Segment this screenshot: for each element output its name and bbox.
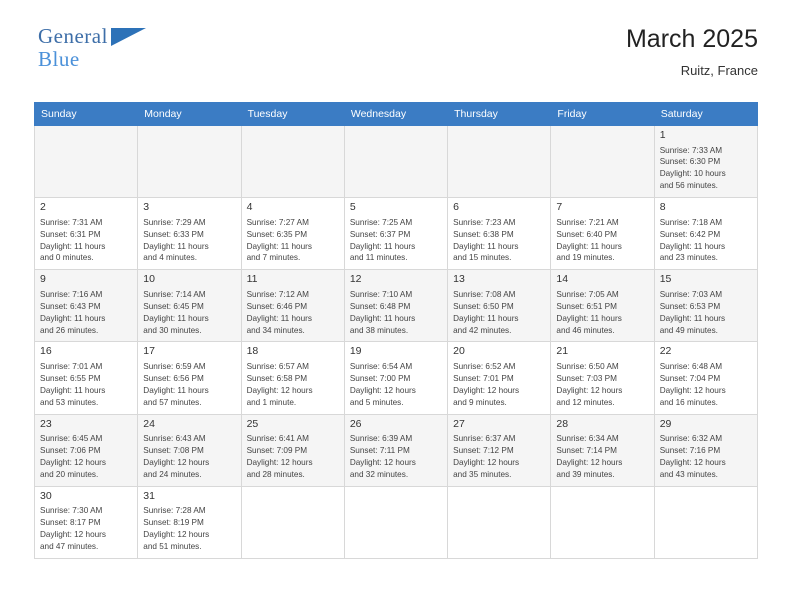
day-info-line: Daylight: 12 hours (246, 385, 313, 395)
day-number: 12 (349, 273, 362, 286)
calendar-day-cell[interactable] (551, 198, 654, 270)
generalblue-logo (34, 26, 108, 70)
day-info-line: Sunrise: 6:32 AM (659, 434, 723, 444)
day-number: 11 (246, 273, 258, 286)
day-info-line: Sunset: 6:38 PM (453, 229, 514, 239)
calendar-header-row (35, 103, 758, 126)
day-number: 25 (246, 417, 259, 430)
calendar-day-cell[interactable] (138, 486, 241, 558)
day-info-line: Sunrise: 6:45 AM (40, 434, 103, 444)
day-info-line: Daylight: 12 hours (143, 458, 210, 467)
day-info-line: Daylight: 12 hours (556, 458, 623, 467)
day-info-line: and 24 minutes. (143, 469, 202, 479)
day-info-line: Sunset: 6:45 PM (143, 301, 204, 311)
day-info-line: Sunset: 7:00 PM (349, 373, 411, 383)
day-info-line: and 16 minutes. (659, 397, 718, 407)
day-info-line: Sunrise: 7:28 AM (143, 506, 206, 516)
day-sun-info (40, 433, 132, 481)
day-info-line: and 46 minutes. (556, 325, 615, 335)
day-info-line: Sunrise: 6:57 AM (246, 362, 309, 372)
day-info-line: Sunset: 6:43 PM (40, 301, 101, 311)
page-title: March 2025 (625, 25, 758, 53)
calendar-day-cell[interactable] (241, 270, 344, 342)
day-info-line: Daylight: 12 hours (246, 458, 313, 467)
day-info-line: and 12 minutes. (556, 397, 615, 407)
calendar-day-cell[interactable] (551, 414, 654, 486)
day-info-line: Sunset: 7:11 PM (349, 446, 410, 456)
day-info-line: Sunrise: 6:43 AM (143, 434, 206, 444)
calendar-day-cell[interactable] (138, 198, 241, 270)
day-info-line: Sunrise: 7:14 AM (143, 289, 206, 299)
day-info-line: Daylight: 12 hours (40, 458, 106, 467)
day-number: 9 (40, 273, 46, 286)
calendar-week-row (35, 270, 758, 342)
calendar-week-row (35, 198, 758, 270)
calendar-day-cell[interactable] (344, 270, 447, 342)
day-sun-info (40, 217, 132, 265)
day-info-line: Daylight: 12 hours (659, 385, 726, 395)
page-header (34, 26, 758, 92)
day-info-line: Daylight: 11 hours (556, 241, 622, 251)
weekday-header-saturday: Saturday (654, 103, 757, 126)
logo-text-blue: Blue (38, 47, 80, 71)
calendar-day-cell[interactable] (448, 198, 551, 270)
day-info-line: Sunset: 6:30 PM (659, 157, 721, 167)
day-number: 5 (349, 201, 356, 214)
day-sun-info (247, 217, 339, 265)
day-info-line: Sunrise: 7:08 AM (453, 289, 516, 299)
day-info-line: Daylight: 11 hours (453, 241, 519, 251)
calendar-day-cell[interactable] (35, 342, 138, 414)
day-number: 4 (246, 201, 253, 214)
calendar-day-cell[interactable] (654, 414, 757, 486)
day-info-line: Sunset: 8:19 PM (143, 518, 204, 528)
calendar-day-cell[interactable] (448, 270, 551, 342)
day-info-line: Daylight: 12 hours (143, 530, 210, 540)
calendar-day-cell[interactable] (138, 414, 241, 486)
day-number: 14 (556, 273, 569, 286)
calendar-day-cell-empty (448, 486, 551, 558)
calendar-day-cell[interactable] (654, 270, 757, 342)
day-info-line: Daylight: 12 hours (453, 385, 520, 395)
day-sun-info (143, 505, 235, 553)
calendar-day-cell[interactable] (344, 198, 447, 270)
day-number: 15 (659, 273, 672, 286)
day-info-line: and 15 minutes. (453, 253, 512, 263)
day-info-line: and 19 minutes. (556, 253, 615, 263)
calendar-table (34, 102, 758, 559)
weekday-header-sunday: Sunday (35, 103, 138, 126)
day-sun-info (660, 289, 752, 337)
day-info-line: Sunset: 6:48 PM (349, 301, 411, 311)
day-number: 26 (349, 417, 362, 430)
day-info-line: Daylight: 11 hours (40, 241, 106, 251)
weekday-header-monday: Monday (138, 103, 241, 126)
day-sun-info (40, 289, 132, 337)
day-info-line: Sunset: 7:16 PM (659, 446, 721, 456)
day-sun-info (350, 361, 442, 409)
day-info-line: Sunset: 7:09 PM (246, 446, 308, 456)
day-info-line: and 53 minutes. (40, 397, 99, 407)
day-sun-info (350, 217, 442, 265)
calendar-day-cell[interactable] (551, 342, 654, 414)
day-number: 30 (40, 489, 52, 502)
day-info-line: Daylight: 11 hours (143, 241, 209, 251)
day-info-line: Sunset: 8:17 PM (40, 518, 101, 528)
day-info-line: Sunrise: 6:52 AM (453, 362, 516, 372)
day-sun-info (247, 289, 339, 337)
calendar-day-cell[interactable] (241, 342, 344, 414)
day-number: 18 (246, 345, 259, 358)
day-sun-info (660, 433, 752, 481)
day-sun-info (350, 289, 442, 337)
day-info-line: Sunset: 6:58 PM (246, 373, 308, 383)
calendar-day-cell[interactable] (241, 414, 344, 486)
calendar-day-cell[interactable] (344, 414, 447, 486)
day-sun-info (556, 217, 648, 265)
day-info-line: Sunrise: 6:50 AM (556, 362, 619, 372)
day-info-line: and 38 minutes. (349, 325, 409, 335)
day-info-line: and 49 minutes. (659, 325, 718, 335)
day-sun-info (556, 433, 648, 481)
calendar-day-cell[interactable] (35, 486, 138, 558)
day-number: 13 (453, 273, 465, 286)
day-sun-info (247, 361, 339, 409)
day-number: 10 (143, 273, 155, 286)
day-info-line: Sunrise: 7:01 AM (40, 362, 103, 372)
calendar-day-cell[interactable] (241, 198, 344, 270)
day-info-line: Daylight: 11 hours (349, 313, 416, 323)
day-number: 7 (556, 201, 563, 214)
day-info-line: Daylight: 11 hours (40, 385, 106, 395)
day-info-line: Sunset: 6:55 PM (40, 373, 101, 383)
day-info-line: Daylight: 11 hours (246, 313, 312, 323)
day-sun-info (660, 145, 752, 193)
calendar-day-cell-empty (241, 486, 344, 558)
day-info-line: and 0 minutes. (40, 253, 94, 263)
day-number: 6 (453, 201, 459, 214)
day-info-line: Sunrise: 7:05 AM (556, 289, 619, 299)
day-info-line: Daylight: 11 hours (40, 313, 106, 323)
day-info-line: Sunset: 6:51 PM (556, 301, 617, 311)
calendar-day-cell[interactable] (138, 342, 241, 414)
day-info-line: Sunset: 6:37 PM (349, 229, 411, 239)
day-sun-info (40, 361, 132, 409)
day-info-line: Sunrise: 7:03 AM (659, 289, 723, 299)
day-info-line: Sunset: 7:01 PM (453, 373, 514, 383)
day-number: 17 (143, 345, 155, 358)
day-info-line: Daylight: 11 hours (659, 241, 726, 251)
calendar-body (35, 126, 758, 559)
day-number: 1 (659, 129, 666, 141)
day-info-line: Sunset: 7:03 PM (556, 373, 617, 383)
day-info-line: Sunset: 6:50 PM (453, 301, 514, 311)
day-info-line: Daylight: 10 hours (659, 169, 726, 179)
day-info-line: Sunrise: 6:54 AM (349, 362, 413, 372)
day-info-line: and 43 minutes. (659, 469, 718, 479)
day-info-line: and 28 minutes. (246, 469, 305, 479)
day-number: 24 (143, 417, 155, 430)
day-info-line: Sunrise: 6:34 AM (556, 434, 619, 444)
calendar-day-cell-empty (654, 486, 757, 558)
day-info-line: Sunrise: 7:33 AM (659, 145, 723, 155)
day-info-line: Sunset: 7:14 PM (556, 446, 617, 456)
calendar-day-cell[interactable] (448, 342, 551, 414)
day-info-line: Sunset: 6:40 PM (556, 229, 617, 239)
day-info-line: and 4 minutes. (143, 253, 197, 263)
logo-flag-icon (111, 28, 146, 46)
day-info-line: and 9 minutes. (453, 397, 507, 407)
weekday-header-thursday: Thursday (448, 103, 551, 126)
day-number: 29 (659, 417, 672, 430)
day-info-line: Daylight: 11 hours (143, 385, 209, 395)
day-info-line: Sunrise: 6:37 AM (453, 434, 516, 444)
day-info-line: Sunrise: 7:29 AM (143, 217, 206, 227)
day-sun-info (453, 289, 545, 337)
calendar-day-cell[interactable] (448, 414, 551, 486)
calendar-day-cell[interactable] (344, 342, 447, 414)
calendar-day-cell-empty (448, 126, 551, 198)
day-info-line: Sunrise: 6:39 AM (349, 434, 413, 444)
day-sun-info (143, 361, 235, 409)
day-info-line: and 57 minutes. (143, 397, 202, 407)
day-info-line: Sunset: 7:06 PM (40, 446, 101, 456)
day-info-line: and 1 minute. (246, 397, 297, 407)
day-sun-info (453, 433, 545, 481)
day-number: 31 (143, 489, 155, 502)
day-info-line: Daylight: 11 hours (453, 313, 519, 323)
location-label: Ruitz, France (680, 62, 758, 78)
day-info-line: Sunset: 6:46 PM (246, 301, 308, 311)
calendar-day-cell[interactable] (551, 270, 654, 342)
day-number: 27 (453, 417, 465, 430)
day-info-line: Daylight: 11 hours (246, 241, 312, 251)
day-info-line: Sunrise: 7:10 AM (349, 289, 413, 299)
day-info-line: and 42 minutes. (453, 325, 512, 335)
calendar-day-cell[interactable] (35, 198, 138, 270)
day-info-line: Daylight: 11 hours (659, 313, 726, 323)
day-info-line: and 7 minutes. (246, 253, 301, 263)
day-sun-info (143, 289, 235, 337)
day-number: 8 (659, 201, 666, 214)
day-info-line: and 30 minutes. (143, 325, 202, 335)
weekday-header-tuesday: Tuesday (241, 103, 344, 126)
weekday-header-friday: Friday (551, 103, 654, 126)
day-info-line: Sunrise: 7:23 AM (453, 217, 516, 227)
day-info-line: Daylight: 11 hours (143, 313, 209, 323)
day-info-line: Daylight: 12 hours (453, 458, 520, 467)
day-info-line: Sunrise: 7:12 AM (246, 289, 309, 299)
day-info-line: Sunrise: 7:16 AM (40, 289, 103, 299)
day-sun-info (453, 217, 545, 265)
day-info-line: Daylight: 11 hours (349, 241, 416, 251)
day-sun-info (556, 361, 648, 409)
calendar-day-cell[interactable] (654, 342, 757, 414)
day-info-line: Daylight: 12 hours (40, 530, 106, 540)
calendar-day-cell[interactable] (654, 126, 757, 198)
day-info-line: Sunrise: 7:30 AM (40, 506, 103, 516)
calendar-day-cell-empty (551, 486, 654, 558)
calendar-day-cell[interactable] (35, 270, 138, 342)
day-info-line: Sunset: 7:08 PM (143, 446, 204, 456)
day-sun-info (143, 217, 235, 265)
day-info-line: and 51 minutes. (143, 542, 202, 552)
day-info-line: and 47 minutes. (40, 542, 99, 552)
day-info-line: and 20 minutes. (40, 469, 99, 479)
day-info-line: Sunrise: 6:48 AM (659, 362, 723, 372)
day-info-line: Sunrise: 7:18 AM (659, 217, 723, 227)
day-info-line: Sunrise: 7:27 AM (246, 217, 309, 227)
day-info-line: Daylight: 12 hours (556, 385, 623, 395)
weekday-header-wednesday: Wednesday (344, 103, 447, 126)
day-info-line: and 23 minutes. (659, 253, 718, 263)
day-info-line: Daylight: 12 hours (659, 458, 726, 467)
calendar-day-cell-empty (138, 126, 241, 198)
day-info-line: and 34 minutes. (246, 325, 305, 335)
day-info-line: and 11 minutes. (349, 253, 408, 263)
day-info-line: Sunrise: 7:25 AM (349, 217, 413, 227)
day-sun-info (143, 433, 235, 481)
day-sun-info (247, 433, 339, 481)
day-info-line: Daylight: 12 hours (349, 385, 416, 395)
title-block (626, 26, 758, 78)
calendar-day-cell-empty (35, 126, 138, 198)
day-info-line: Sunset: 7:04 PM (659, 373, 721, 383)
day-info-line: and 26 minutes. (40, 325, 99, 335)
day-number: 20 (453, 345, 465, 358)
day-number: 19 (349, 345, 362, 358)
calendar-week-row (35, 342, 758, 414)
day-sun-info (453, 361, 545, 409)
day-sun-info (556, 289, 648, 337)
calendar-day-cell-empty (344, 126, 447, 198)
day-info-line: Sunset: 6:31 PM (40, 229, 101, 239)
day-number: 23 (40, 417, 52, 430)
day-info-line: Daylight: 11 hours (556, 313, 622, 323)
day-info-line: and 32 minutes. (349, 469, 409, 479)
calendar-day-cell[interactable] (35, 414, 138, 486)
day-info-line: and 56 minutes. (659, 181, 718, 191)
calendar-day-cell-empty (241, 126, 344, 198)
day-info-line: Sunset: 6:53 PM (659, 301, 721, 311)
day-number: 3 (143, 201, 150, 214)
day-number: 2 (40, 201, 46, 214)
logo-text-general: General (38, 24, 108, 48)
day-sun-info (40, 505, 132, 553)
day-sun-info (350, 433, 442, 481)
calendar-week-row (35, 486, 758, 558)
day-info-line: and 39 minutes. (556, 469, 615, 479)
day-number: 22 (659, 345, 672, 358)
day-info-line: Sunset: 7:12 PM (453, 446, 514, 456)
day-sun-info (660, 217, 752, 265)
day-info-line: Sunrise: 7:21 AM (556, 217, 619, 227)
day-sun-info (660, 361, 752, 409)
day-info-line: Sunset: 6:56 PM (143, 373, 204, 383)
day-info-line: Sunrise: 7:31 AM (40, 217, 103, 227)
day-info-line: Sunrise: 6:59 AM (143, 362, 206, 372)
day-info-line: Sunset: 6:42 PM (659, 229, 721, 239)
day-info-line: Sunset: 6:33 PM (143, 229, 204, 239)
day-number: 28 (556, 417, 569, 430)
calendar-day-cell-empty (344, 486, 447, 558)
day-number: 21 (556, 345, 569, 358)
day-info-line: Daylight: 12 hours (349, 458, 416, 467)
day-info-line: and 5 minutes. (349, 397, 404, 407)
day-number: 16 (40, 345, 52, 358)
calendar-day-cell[interactable] (138, 270, 241, 342)
day-info-line: Sunrise: 6:41 AM (246, 434, 309, 444)
calendar-week-row (35, 126, 758, 198)
calendar-week-row (35, 414, 758, 486)
day-info-line: and 35 minutes. (453, 469, 512, 479)
calendar-day-cell-empty (551, 126, 654, 198)
calendar-day-cell[interactable] (654, 198, 757, 270)
day-info-line: Sunset: 6:35 PM (246, 229, 308, 239)
